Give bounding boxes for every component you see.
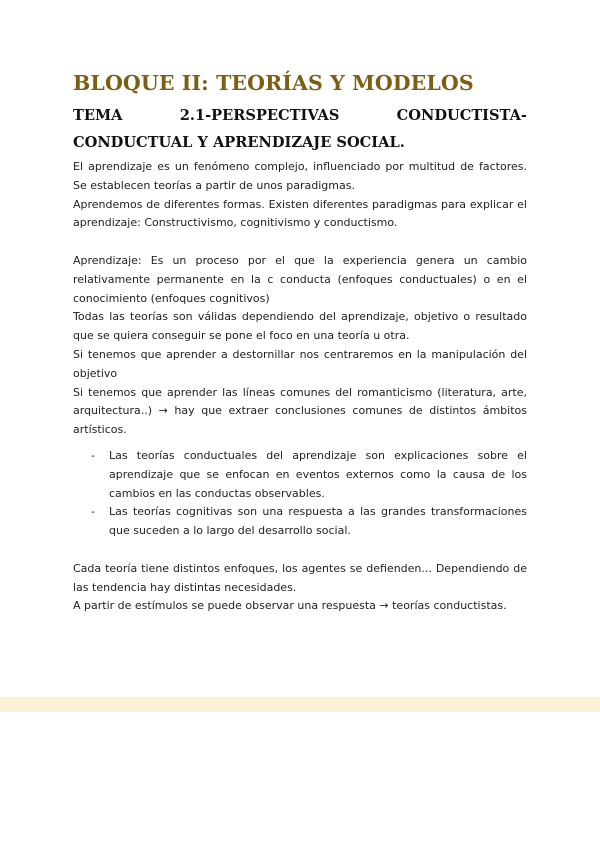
paragraph: Si tenemos que aprender las líneas comunes del romanticismo (literatura, arte, arquitectura..) → hay que extraer conclusiones comunes de distintos ámbitos artísticos. xyxy=(73,385,527,437)
list-item xyxy=(73,503,527,541)
bullet-dash: - xyxy=(91,448,95,462)
spacer xyxy=(73,233,527,252)
paragraph: Aprendemos de diferentes formas. Existen diferentes paradigmas para explicar el aprendizaje: Constructivismo, cognitivismo y conductismo. xyxy=(73,197,527,230)
footer-band xyxy=(0,697,600,712)
document-body xyxy=(73,68,527,616)
topic-heading: TEMA 2.1-PERSPECTIVAS CONDUCTISTA-CONDUCTUAL Y APRENDIZAJE SOCIAL. xyxy=(73,107,527,151)
list-item xyxy=(73,447,527,503)
paragraph: Cada teoría tiene distintos enfoques, los agentes se defienden... Dependiendo de las tendencia hay distintas necesidades. xyxy=(73,561,527,594)
paragraph: El aprendizaje es un fenómeno complejo, influenciado por multitud de factores. Se establecen teorías a partir de unos paradigmas. xyxy=(73,160,527,192)
list-item-text: Las teorías conductuales del aprendizaje son explicaciones sobre el aprendizaje que se enfocan en eventos externos como la causa de los cambios en las conductas observables. xyxy=(109,448,527,500)
paragraph: A partir de estímulos se puede observar una respuesta → teorías conductistas. xyxy=(73,599,507,613)
list-item-text: Las teorías cognitivas son una respuesta a las grandes transformaciones que suceden a lo largo del desarrollo social. xyxy=(109,505,527,538)
paragraph: Aprendizaje: Es un proceso por el que la experiencia genera un cambio relativamente permanente en la c conducta (enfoques conductuales) o en el conocimiento (enfoques cognitivos) xyxy=(73,253,527,305)
bullet-list xyxy=(73,447,527,541)
paragraph: Si tenemos que aprender a destornillar nos centraremos en la manipulación del objetivo xyxy=(73,347,527,380)
block-heading: BLOQUE II: TEORÍAS Y MODELOS xyxy=(73,71,474,95)
bullet-dash: - xyxy=(91,505,95,519)
spacer xyxy=(73,541,527,560)
paragraph: Todas las teorías son válidas dependiendo del aprendizaje, objetivo o resultado que se quiera conseguir se pone el foco en una teoría u otra. xyxy=(73,310,527,343)
